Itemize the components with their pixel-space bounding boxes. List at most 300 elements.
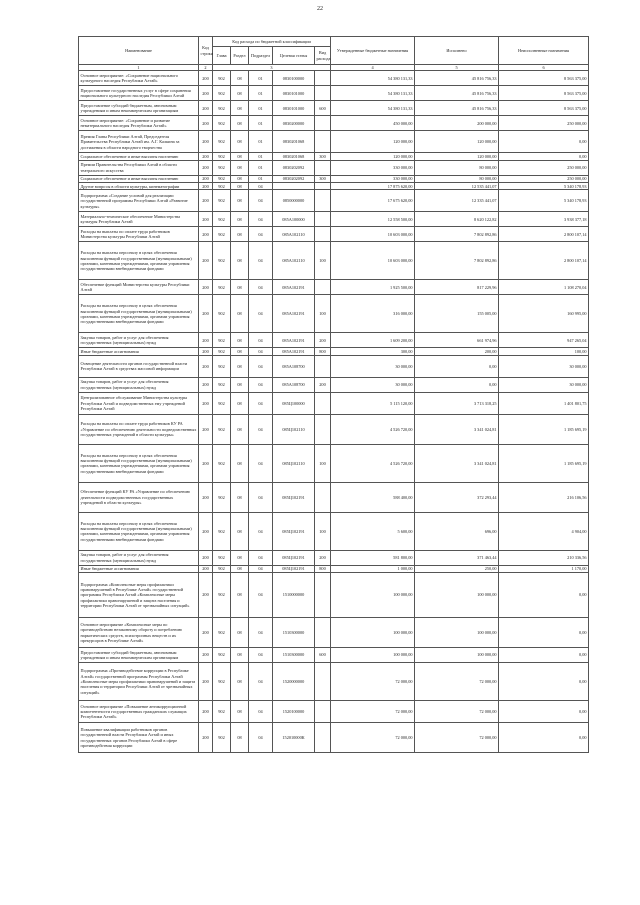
- cell-approved: 1 609 200,00: [331, 333, 415, 348]
- cell-unexecuted: 0,00: [499, 131, 589, 153]
- cell-name: Предоставление субсидий бюджетным, автономным учреждениям и иным некоммерческим организациям: [79, 101, 199, 116]
- cell-code: 200: [199, 663, 213, 701]
- cell-glava: 902: [213, 333, 231, 348]
- header-code: Код строки: [199, 37, 213, 65]
- cell-approved: 100 000,00: [331, 618, 415, 648]
- cell-unexecuted: 250 000,00: [499, 160, 589, 175]
- cell-name: Премия Главы Республики Алтай, Председателя Правительства Республики Алтай им. А.Г. Калкина за достижения в области народного творчества: [79, 131, 199, 153]
- cell-executed: 72 000,00: [415, 701, 499, 723]
- cell-approved: 120 000,00: [331, 153, 415, 160]
- cell-vid: 800: [315, 348, 331, 355]
- cell-glava: 902: [213, 212, 231, 227]
- cell-podrazdel: 04: [249, 663, 273, 701]
- cell-target: 085Ц100000: [273, 392, 315, 414]
- cell-razdel: 08: [231, 444, 249, 482]
- header-name: Наименование: [79, 37, 199, 65]
- budget-table: [78, 36, 589, 753]
- cell-razdel: 08: [231, 392, 249, 414]
- cell-executed: 80 000,00: [415, 160, 499, 175]
- table-row: [79, 86, 589, 101]
- table-row: [79, 160, 589, 175]
- cell-code: 200: [199, 71, 213, 86]
- cell-approved: 588 400,00: [331, 482, 415, 512]
- cell-vid: 200: [315, 550, 331, 565]
- cell-podrazdel: 04: [249, 348, 273, 355]
- table-row: [79, 101, 589, 116]
- cell-glava: 902: [213, 618, 231, 648]
- cell-target: 085А102110: [273, 227, 315, 242]
- cell-podrazdel: 04: [249, 355, 273, 377]
- cell-approved: 120 000,00: [331, 131, 415, 153]
- cell-glava: 902: [213, 414, 231, 444]
- cell-glava: 902: [213, 550, 231, 565]
- cell-approved: 1 925 500,00: [331, 280, 415, 295]
- cell-name: Подпрограмма «Создание условий для реализации государственной программы Республики Алтай «Развитие культуры»: [79, 190, 199, 212]
- cell-target: 0830101000: [273, 86, 315, 101]
- cell-name: Расходы на выплаты персоналу в целях обеспечения выполнения функций государственными (муниципальными) органами, казенными учреждениями, органами управления государственными внебюджетными фондами: [79, 295, 199, 333]
- cell-podrazdel: 04: [249, 183, 273, 190]
- cell-executed: 250,00: [415, 565, 499, 572]
- table-row: [79, 482, 589, 512]
- table-row: [79, 550, 589, 565]
- cell-vid: [315, 160, 331, 175]
- table-row: [79, 183, 589, 190]
- cell-target: 1520100000: [273, 701, 315, 723]
- cell-code: 200: [199, 242, 213, 280]
- cell-podrazdel: 01: [249, 160, 273, 175]
- cell-vid: [315, 227, 331, 242]
- cell-unexecuted: 210 336,56: [499, 550, 589, 565]
- table-row: [79, 280, 589, 295]
- cell-razdel: 08: [231, 333, 249, 348]
- cell-target: 085Ц102110: [273, 414, 315, 444]
- cell-vid: 200: [315, 333, 331, 348]
- table-row: [79, 153, 589, 160]
- cell-target: 085А102191: [273, 295, 315, 333]
- cell-executed: 12 535 441,07: [415, 183, 499, 190]
- table-row: [79, 565, 589, 572]
- cell-unexecuted: 8 563 375,00: [499, 101, 589, 116]
- cell-name: Предоставление субсидий бюджетным, автономным учреждениям и иным некоммерческим организациям: [79, 648, 199, 663]
- cell-podrazdel: 01: [249, 175, 273, 182]
- cell-executed: 7 802 892,86: [415, 227, 499, 242]
- cell-executed: 12 335 441,07: [415, 190, 499, 212]
- cell-vid: [315, 392, 331, 414]
- cell-glava: 902: [213, 377, 231, 392]
- cell-executed: 0,00: [415, 377, 499, 392]
- table-row: [79, 175, 589, 182]
- cell-podrazdel: 04: [249, 392, 273, 414]
- cell-glava: 902: [213, 101, 231, 116]
- cell-approved: 54 380 131,33: [331, 86, 415, 101]
- cell-unexecuted: 3 938 377,18: [499, 212, 589, 227]
- cell-executed: 100 000,00: [415, 618, 499, 648]
- cell-glava: 902: [213, 648, 231, 663]
- cell-glava: 902: [213, 86, 231, 101]
- cell-approved: 10 603 000,00: [331, 242, 415, 280]
- cell-podrazdel: 04: [249, 212, 273, 227]
- colnum-2: 2: [199, 65, 213, 71]
- cell-razdel: 08: [231, 116, 249, 131]
- cell-razdel: 08: [231, 295, 249, 333]
- table-row: [79, 377, 589, 392]
- cell-unexecuted: 2 800 107,14: [499, 227, 589, 242]
- cell-unexecuted: 100,00: [499, 348, 589, 355]
- cell-target: 0830200000: [273, 116, 315, 131]
- cell-executed: 100 000,00: [415, 573, 499, 618]
- cell-name: Обеспечение функций КУ РА «Управление по обеспечению деятельности подведомственных государственных учреждений в области культуры»: [79, 482, 199, 512]
- cell-glava: 902: [213, 701, 231, 723]
- cell-executed: 696,00: [415, 512, 499, 550]
- cell-code: 200: [199, 86, 213, 101]
- table-row: [79, 414, 589, 444]
- cell-vid: [315, 183, 331, 190]
- table-row: [79, 116, 589, 131]
- cell-executed: 72 000,00: [415, 663, 499, 701]
- cell-vid: [315, 482, 331, 512]
- cell-razdel: 08: [231, 648, 249, 663]
- table-row: [79, 212, 589, 227]
- cell-unexecuted: 1 170,00: [499, 565, 589, 572]
- cell-razdel: 08: [231, 618, 249, 648]
- cell-razdel: 08: [231, 86, 249, 101]
- cell-razdel: 08: [231, 131, 249, 153]
- cell-razdel: 08: [231, 565, 249, 572]
- cell-executed: 371 463,44: [415, 550, 499, 565]
- cell-approved: 72 000,00: [331, 663, 415, 701]
- table-row: [79, 131, 589, 153]
- cell-target: 085Ц102191: [273, 482, 315, 512]
- cell-target: 0830202092: [273, 175, 315, 182]
- cell-razdel: 08: [231, 355, 249, 377]
- cell-glava: 902: [213, 190, 231, 212]
- cell-glava: 902: [213, 355, 231, 377]
- cell-glava: 902: [213, 723, 231, 753]
- cell-target: 1510300000: [273, 648, 315, 663]
- cell-approved: 100 000,00: [331, 573, 415, 618]
- cell-executed: 45 816 756,33: [415, 71, 499, 86]
- cell-executed: 100 000,00: [415, 648, 499, 663]
- cell-vid: [315, 71, 331, 86]
- cell-vid: 100: [315, 295, 331, 333]
- cell-vid: [315, 86, 331, 101]
- cell-vid: [315, 212, 331, 227]
- cell-approved: 330 000,00: [331, 175, 415, 182]
- cell-podrazdel: 04: [249, 333, 273, 348]
- table-row: [79, 333, 589, 348]
- cell-podrazdel: 04: [249, 242, 273, 280]
- cell-approved: 5 600,00: [331, 512, 415, 550]
- cell-podrazdel: 01: [249, 86, 273, 101]
- cell-vid: 300: [315, 153, 331, 160]
- cell-executed: 120 000,00: [415, 153, 499, 160]
- cell-unexecuted: 1 185 695,19: [499, 444, 589, 482]
- table-row: [79, 701, 589, 723]
- cell-approved: 54 380 131,33: [331, 101, 415, 116]
- cell-razdel: 08: [231, 512, 249, 550]
- cell-name: Закупка товаров, работ и услуг для обеспечения государственных (муниципальных) нужд: [79, 550, 199, 565]
- cell-podrazdel: 04: [249, 227, 273, 242]
- cell-target: 152010000К: [273, 723, 315, 753]
- header-target: Целевая статья: [273, 47, 315, 65]
- cell-vid: 800: [315, 565, 331, 572]
- cell-executed: 7 802 892,86: [415, 242, 499, 280]
- cell-podrazdel: 01: [249, 131, 273, 153]
- colnum-5: 5: [415, 65, 499, 71]
- cell-code: 200: [199, 648, 213, 663]
- cell-code: 200: [199, 101, 213, 116]
- cell-unexecuted: 30 000,00: [499, 355, 589, 377]
- cell-glava: 902: [213, 153, 231, 160]
- cell-razdel: 08: [231, 280, 249, 295]
- cell-podrazdel: 04: [249, 565, 273, 572]
- cell-unexecuted: 1 185 695,19: [499, 414, 589, 444]
- cell-approved: 17 675 620,00: [331, 190, 415, 212]
- cell-code: 200: [199, 280, 213, 295]
- table-row: [79, 392, 589, 414]
- cell-name: Расходы на выплаты по оплате труда работников КУ РА «Управление по обеспечению деятельности подведомственных государственных учреждений в области культуры»: [79, 414, 199, 444]
- cell-vid: 100: [315, 242, 331, 280]
- cell-code: 200: [199, 565, 213, 572]
- cell-unexecuted: 216 106,56: [499, 482, 589, 512]
- cell-code: 200: [199, 392, 213, 414]
- cell-unexecuted: 0,00: [499, 153, 589, 160]
- table-row: [79, 444, 589, 482]
- cell-glava: 902: [213, 482, 231, 512]
- table-row: [79, 663, 589, 701]
- cell-name: Расходы на выплаты персоналу в целях обеспечения выполнения функций государственными (муниципальными) органами, казенными учреждениями, органами управления государственными внебюджетными фондами: [79, 444, 199, 482]
- cell-name: Закупка товаров, работ и услуг для обеспечения государственных (муниципальных) нужд: [79, 333, 199, 348]
- cell-vid: 100: [315, 444, 331, 482]
- header-razdel: Раздел: [231, 47, 249, 65]
- cell-razdel: 08: [231, 414, 249, 444]
- cell-unexecuted: 0,00: [499, 663, 589, 701]
- cell-unexecuted: 5 340 178,93: [499, 183, 589, 190]
- cell-vid: 100: [315, 512, 331, 550]
- cell-razdel: 08: [231, 183, 249, 190]
- cell-razdel: 08: [231, 71, 249, 86]
- cell-executed: 661 974,96: [415, 333, 499, 348]
- cell-approved: 5 115 120,00: [331, 392, 415, 414]
- cell-razdel: 08: [231, 663, 249, 701]
- cell-razdel: 08: [231, 190, 249, 212]
- cell-target: 085А102191: [273, 280, 315, 295]
- cell-glava: 902: [213, 183, 231, 190]
- cell-vid: [315, 280, 331, 295]
- cell-code: 200: [199, 333, 213, 348]
- cell-approved: 12 558 500,00: [331, 212, 415, 227]
- table-row: [79, 190, 589, 212]
- cell-executed: 120 000,00: [415, 131, 499, 153]
- cell-glava: 902: [213, 444, 231, 482]
- cell-glava: 902: [213, 175, 231, 182]
- cell-name: Подпрограмма «Комплексные меры профилактики правонарушений в Республике Алтай» государственной программы Республики Алтай «Комплексные меры профилактики правонарушений и защита населения и территории Республики Алтай от чрезвычайных ситуаций»: [79, 573, 199, 618]
- cell-razdel: 08: [231, 701, 249, 723]
- cell-vid: [315, 116, 331, 131]
- cell-glava: 902: [213, 295, 231, 333]
- cell-vid: [315, 573, 331, 618]
- cell-podrazdel: 04: [249, 377, 273, 392]
- cell-approved: 30 000,00: [331, 377, 415, 392]
- cell-vid: [315, 131, 331, 153]
- cell-razdel: 08: [231, 242, 249, 280]
- cell-razdel: 08: [231, 101, 249, 116]
- cell-code: 200: [199, 444, 213, 482]
- cell-code: 200: [199, 355, 213, 377]
- cell-code: 200: [199, 723, 213, 753]
- colnum-3: 3: [213, 65, 331, 71]
- cell-approved: 316 000,00: [331, 295, 415, 333]
- cell-executed: 80 000,00: [415, 175, 499, 182]
- cell-name: Основное мероприятие «Комплексные меры по противодействию незаконному обороту и потреблению наркотических средств, психотропных веществ и их прекурсоров в Республике Алтай»: [79, 618, 199, 648]
- cell-code: 200: [199, 183, 213, 190]
- cell-code: 200: [199, 618, 213, 648]
- cell-code: 200: [199, 573, 213, 618]
- cell-code: 200: [199, 212, 213, 227]
- cell-vid: [315, 414, 331, 444]
- cell-razdel: 08: [231, 175, 249, 182]
- cell-podrazdel: 04: [249, 190, 273, 212]
- cell-code: 200: [199, 295, 213, 333]
- cell-target: 0830100000: [273, 71, 315, 86]
- cell-razdel: 08: [231, 227, 249, 242]
- cell-executed: 200,00: [415, 348, 499, 355]
- cell-target: 0830202092: [273, 160, 315, 175]
- cell-unexecuted: 250 000,00: [499, 116, 589, 131]
- cell-vid: 600: [315, 648, 331, 663]
- cell-unexecuted: 8 563 375,00: [499, 71, 589, 86]
- cell-unexecuted: 30 000,00: [499, 377, 589, 392]
- cell-razdel: 08: [231, 153, 249, 160]
- table-row: [79, 512, 589, 550]
- cell-unexecuted: 947 265,04: [499, 333, 589, 348]
- cell-glava: 902: [213, 573, 231, 618]
- cell-unexecuted: 0,00: [499, 723, 589, 753]
- cell-vid: 200: [315, 377, 331, 392]
- cell-vid: 600: [315, 101, 331, 116]
- cell-razdel: 08: [231, 550, 249, 565]
- cell-unexecuted: 1 108 270,04: [499, 280, 589, 295]
- cell-razdel: 08: [231, 160, 249, 175]
- cell-unexecuted: 0,00: [499, 648, 589, 663]
- cell-target: 085А102110: [273, 242, 315, 280]
- table-row: [79, 355, 589, 377]
- cell-unexecuted: 0,00: [499, 701, 589, 723]
- cell-podrazdel: 04: [249, 550, 273, 565]
- cell-glava: 902: [213, 512, 231, 550]
- cell-podrazdel: 04: [249, 723, 273, 753]
- cell-name: Социальное обеспечение и иные выплаты населению: [79, 175, 199, 182]
- cell-name: Предоставление государственных услуг в сфере сохранения национального культурного наследия Республики Алтай: [79, 86, 199, 101]
- cell-executed: 3 713 318,25: [415, 392, 499, 414]
- cell-podrazdel: 04: [249, 414, 273, 444]
- cell-target: 085А108700: [273, 377, 315, 392]
- cell-executed: 8 620 122,82: [415, 212, 499, 227]
- cell-target: 085Ц102110: [273, 444, 315, 482]
- table-row: [79, 723, 589, 753]
- cell-glava: 902: [213, 392, 231, 414]
- cell-code: 200: [199, 701, 213, 723]
- cell-target: 085А102191: [273, 348, 315, 355]
- cell-approved: 450 000,00: [331, 116, 415, 131]
- cell-podrazdel: 01: [249, 71, 273, 86]
- cell-name: Иные бюджетные ассигнования: [79, 348, 199, 355]
- cell-code: 200: [199, 482, 213, 512]
- cell-approved: 30 000,00: [331, 355, 415, 377]
- cell-podrazdel: 01: [249, 116, 273, 131]
- cell-glava: 902: [213, 131, 231, 153]
- colnum-1: 1: [79, 65, 199, 71]
- cell-target: 1510000000: [273, 573, 315, 618]
- table-row: [79, 573, 589, 618]
- cell-target: 085А108700: [273, 355, 315, 377]
- cell-unexecuted: 250 000,00: [499, 175, 589, 182]
- colnum-6: 6: [499, 65, 589, 71]
- cell-approved: 17 875 620,00: [331, 183, 415, 190]
- header-executed: Исполнено: [415, 37, 499, 65]
- cell-name: Социальное обеспечение и иные выплаты населению: [79, 153, 199, 160]
- table-row: [79, 295, 589, 333]
- cell-executed: 3 341 024,81: [415, 444, 499, 482]
- cell-razdel: 08: [231, 573, 249, 618]
- table-row: [79, 242, 589, 280]
- cell-target: 0830201068: [273, 153, 315, 160]
- cell-podrazdel: 04: [249, 701, 273, 723]
- cell-code: 200: [199, 227, 213, 242]
- cell-code: 200: [199, 160, 213, 175]
- cell-code: 200: [199, 550, 213, 565]
- cell-razdel: 08: [231, 212, 249, 227]
- cell-podrazdel: 04: [249, 618, 273, 648]
- cell-code: 200: [199, 414, 213, 444]
- cell-vid: [315, 355, 331, 377]
- cell-name: Расходы на выплаты по оплате труда работников Министерства культуры Республики Алтай: [79, 227, 199, 242]
- cell-approved: 300,00: [331, 348, 415, 355]
- cell-code: 200: [199, 190, 213, 212]
- cell-vid: [315, 190, 331, 212]
- cell-target: [273, 183, 315, 190]
- cell-executed: 45 816 756,33: [415, 86, 499, 101]
- cell-code: 200: [199, 153, 213, 160]
- cell-name: Основное мероприятие: «Сохранение и развитие нематериального наследия Республики Алтай»: [79, 116, 199, 131]
- cell-glava: 902: [213, 242, 231, 280]
- cell-podrazdel: 04: [249, 295, 273, 333]
- cell-vid: [315, 618, 331, 648]
- cell-name: Закупка товаров, работ и услуг для обеспечения государственных (муниципальных) нужд: [79, 377, 199, 392]
- header-approved: Утвержденные бюджетные назначения: [331, 37, 415, 65]
- cell-name: Премии Правительства Республики Алтай в области театрального искусства: [79, 160, 199, 175]
- cell-podrazdel: 04: [249, 648, 273, 663]
- cell-glava: 902: [213, 348, 231, 355]
- cell-approved: 54 380 131,33: [331, 71, 415, 86]
- cell-target: 1510300000: [273, 618, 315, 648]
- cell-name: Централизованное обслуживание Министерства культуры Республики Алтай и подведомственных ему учреждений Республики Алтай: [79, 392, 199, 414]
- cell-glava: 902: [213, 280, 231, 295]
- cell-razdel: 08: [231, 348, 249, 355]
- header-unexecuted: Неисполненные назначения: [499, 37, 589, 65]
- cell-name: Подпрограмма «Противодействие коррупции в Республике Алтай» государственной программы Республики Алтай «Комплексные меры профилактики правонарушений и защита населения и территории Республики Алтай от чрезвычайных ситуаций»: [79, 663, 199, 701]
- cell-executed: 0,00: [415, 355, 499, 377]
- header-glava: Глава: [213, 47, 231, 65]
- cell-executed: 45 816 756,33: [415, 101, 499, 116]
- cell-executed: 72 000,00: [415, 723, 499, 753]
- cell-razdel: 08: [231, 723, 249, 753]
- cell-approved: 1 000,00: [331, 565, 415, 572]
- cell-unexecuted: 1 401 801,75: [499, 392, 589, 414]
- cell-glava: 902: [213, 116, 231, 131]
- cell-vid: [315, 663, 331, 701]
- cell-podrazdel: 04: [249, 280, 273, 295]
